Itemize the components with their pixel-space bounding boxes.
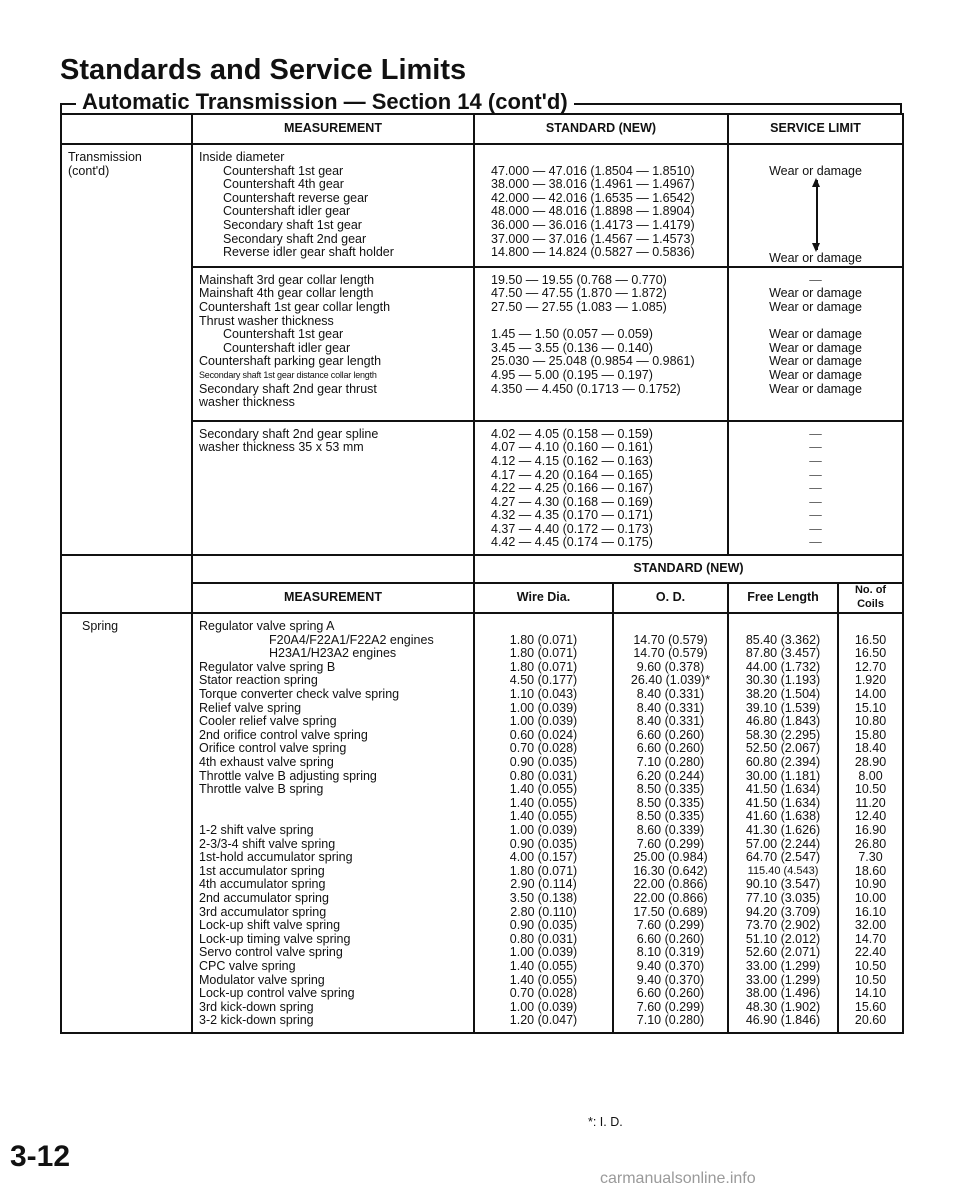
limit-value: Wear or damage bbox=[769, 367, 862, 382]
header-standard: STANDARD (NEW) bbox=[474, 555, 903, 583]
limit-value: — bbox=[809, 535, 822, 550]
od-value: 14.70 (0.579) bbox=[633, 646, 708, 661]
standard-value: 27.50 — 27.55 (1.083 — 1.085) bbox=[491, 299, 667, 314]
limit-value: — bbox=[809, 467, 822, 482]
coils-value: 26.80 bbox=[854, 836, 887, 851]
standard-value: 42.000 — 42.016 (1.6535 — 1.6542) bbox=[491, 190, 695, 205]
coils-value: 20.60 bbox=[854, 1013, 887, 1028]
header-measurement: MEASUREMENT bbox=[192, 583, 474, 613]
group1-limit bbox=[728, 144, 903, 267]
free-length-value: 44.00 (1.732) bbox=[745, 659, 821, 674]
measurement-line: Countershaft 1st gear collar length bbox=[199, 299, 391, 314]
od-value: 22.00 (0.866) bbox=[633, 877, 708, 892]
od-value: 6.20 (0.244) bbox=[636, 768, 705, 783]
spring-name: Orifice control valve spring bbox=[199, 741, 347, 756]
spring-name: 4th exhaust valve spring bbox=[199, 755, 334, 769]
wire-dia-value: 2.80 (0.110) bbox=[510, 904, 577, 919]
header-blank bbox=[61, 114, 192, 144]
wire-dia-value: 1.40 (0.055) bbox=[509, 958, 578, 973]
standard-value: 4.17 — 4.20 (0.164 — 0.165) bbox=[491, 467, 653, 482]
wire-dia-value: 4.00 (0.157) bbox=[509, 850, 578, 865]
spacer bbox=[481, 620, 606, 634]
spring-name: 2-3/3-4 shift valve spring bbox=[199, 836, 336, 851]
wire-dia-value: 1.40 (0.055) bbox=[509, 782, 578, 797]
spring-name: 1-2 shift valve spring bbox=[199, 822, 314, 837]
table2-header-row bbox=[61, 555, 903, 583]
free-length-value: 41.50 (1.634) bbox=[745, 795, 821, 810]
table1-header-row bbox=[61, 114, 903, 144]
standard-value: 36.000 — 36.016 (1.4173 — 1.4179) bbox=[491, 217, 695, 232]
list-item: Countershaft idler gear bbox=[223, 204, 351, 219]
limit-value: — bbox=[809, 426, 822, 441]
table-row bbox=[61, 144, 903, 267]
standard-value: 4.350 — 4.450 (0.1713 — 0.1752) bbox=[491, 381, 681, 396]
measurement-line: Mainshaft 3rd gear collar length bbox=[199, 272, 375, 287]
spring-name: Throttle valve B adjusting spring bbox=[199, 768, 377, 783]
standard-value: 48.000 — 48.016 (1.8898 — 1.8904) bbox=[491, 204, 695, 219]
free-length-value: 52.60 (2.071) bbox=[745, 945, 821, 960]
group1-heading: Inside diameter bbox=[199, 150, 285, 164]
free-length-value: 64.70 (2.547) bbox=[745, 850, 821, 865]
free-length-value: 39.10 (1.539) bbox=[745, 700, 821, 715]
coils-value: 18.60 bbox=[854, 863, 887, 878]
table-row bbox=[61, 613, 903, 1033]
spring-name: Relief valve spring bbox=[199, 700, 302, 715]
coils-value: 1.920 bbox=[854, 673, 887, 688]
limit-value: — bbox=[809, 481, 822, 496]
spring-name: Cooler relief valve spring bbox=[199, 714, 337, 729]
list-item: Countershaft 4th gear bbox=[223, 177, 344, 192]
spring-name: Throttle valve B spring bbox=[199, 782, 324, 797]
spacer bbox=[845, 620, 896, 634]
list-item: Countershaft 1st gear bbox=[223, 163, 344, 178]
list-item: Secondary shaft 2nd gear bbox=[223, 231, 367, 246]
coils-value: 14.00 bbox=[854, 687, 887, 702]
standard-value: 4.12 — 4.15 (0.162 — 0.163) bbox=[491, 453, 653, 468]
free-length-value: 48.30 (1.902) bbox=[745, 999, 821, 1014]
od-value: 6.60 (0.260) bbox=[636, 741, 705, 756]
group3-limit bbox=[728, 421, 903, 555]
coils-value: 14.10 bbox=[854, 986, 887, 1001]
spring-name: 3-2 kick-down spring bbox=[199, 1013, 314, 1028]
limit-value: — bbox=[809, 494, 822, 509]
coils-value: 11.20 bbox=[855, 795, 886, 810]
standard-value: 47.50 — 47.55 (1.870 — 1.872) bbox=[491, 286, 667, 301]
spacer bbox=[735, 315, 896, 329]
wire-dia-value: 1.40 (0.055) bbox=[509, 972, 578, 987]
measurement-line: Mainshaft 4th gear collar length bbox=[199, 286, 374, 301]
coils-column bbox=[838, 613, 903, 1033]
spring-name: Lock-up shift valve spring bbox=[199, 918, 341, 933]
standard-value: 4.22 — 4.25 (0.166 — 0.167) bbox=[491, 481, 653, 496]
arrow-down-icon bbox=[812, 243, 820, 252]
spring-name: Torque converter check valve spring bbox=[199, 687, 400, 702]
standard-value: 38.000 — 38.016 (1.4961 — 1.4967) bbox=[491, 177, 695, 192]
coils-value: 28.90 bbox=[854, 755, 887, 769]
wire-dia-value: 1.80 (0.071) bbox=[509, 646, 578, 661]
standard-value: 4.07 — 4.10 (0.160 — 0.161) bbox=[491, 440, 653, 455]
od-value: 8.40 (0.331) bbox=[636, 687, 705, 702]
coils-value: 16.90 bbox=[854, 822, 887, 837]
wire-dia-value: 1.80 (0.071) bbox=[509, 863, 578, 878]
od-value: 8.50 (0.335) bbox=[636, 795, 705, 810]
category-transmission bbox=[61, 144, 192, 555]
standard-value: 19.50 — 19.55 (0.768 — 0.770) bbox=[491, 272, 667, 287]
od-value: 26.40 (1.039)* bbox=[630, 673, 711, 688]
wire-dia-value: 0.80 (0.031) bbox=[509, 931, 578, 946]
od-value: 22.00 (0.866) bbox=[633, 890, 708, 905]
limit-value: Wear or damage bbox=[769, 327, 862, 342]
limit-value: Wear or damage bbox=[769, 381, 862, 396]
header-od: O. D. bbox=[613, 583, 728, 613]
coils-value: 10.50 bbox=[854, 782, 887, 797]
wire-dia-value: 1.10 (0.043) bbox=[509, 687, 578, 702]
measurement-line: Thrust washer thickness bbox=[199, 313, 334, 328]
group3-standard bbox=[474, 421, 728, 555]
wire-dia-value: 0.60 (0.024) bbox=[509, 727, 578, 742]
spring-name bbox=[199, 810, 467, 824]
spring-name: 1st accumulator spring bbox=[199, 863, 325, 878]
coils-value: 10.00 bbox=[854, 890, 887, 905]
od-value: 8.10 (0.319) bbox=[636, 945, 705, 960]
coils-value: 15.10 bbox=[854, 700, 887, 715]
page-title: Standards and Service Limits bbox=[60, 54, 467, 86]
measurement-line: washer thickness bbox=[199, 395, 295, 410]
free-length-value: 41.60 (1.638) bbox=[745, 809, 821, 824]
spacer bbox=[735, 151, 896, 165]
coils-value: 10.50 bbox=[854, 972, 887, 987]
coils-value: 15.60 bbox=[854, 999, 887, 1014]
coils-value: 16.50 bbox=[854, 632, 887, 647]
coils-value: 16.50 bbox=[854, 646, 887, 661]
free-length-value: 46.90 (1.846) bbox=[745, 1013, 821, 1028]
od-value: 7.10 (0.280) bbox=[636, 755, 705, 769]
coils-value: 10.90 bbox=[854, 877, 887, 892]
od-value: 8.50 (0.335) bbox=[636, 809, 705, 824]
group2-limit bbox=[728, 267, 903, 421]
spring-name: H23A1/H23A2 engines bbox=[269, 646, 397, 661]
wire-dia-value: 1.80 (0.071) bbox=[509, 659, 578, 674]
list-item: Reverse idler gear shaft holder bbox=[223, 245, 394, 260]
standard-value: 25.030 — 25.048 (0.9854 — 0.9861) bbox=[491, 354, 695, 369]
coils-value: 10.50 bbox=[854, 958, 887, 973]
od-value: 16.30 (0.642) bbox=[633, 863, 708, 878]
wire-dia-value: 1.00 (0.039) bbox=[509, 945, 578, 960]
wire-dia-value: 0.80 (0.031) bbox=[509, 768, 578, 783]
standard-value: 3.45 — 3.55 (0.136 — 0.140) bbox=[491, 340, 653, 355]
od-value: 8.40 (0.331) bbox=[636, 700, 705, 715]
standard-value: 47.000 — 47.016 (1.8504 — 1.8510) bbox=[491, 163, 695, 178]
spring-name: 3rd accumulator spring bbox=[199, 904, 327, 919]
spring-name: Lock-up timing valve spring bbox=[199, 931, 351, 946]
spacer bbox=[620, 620, 721, 634]
free-length-value: 41.50 (1.634) bbox=[745, 782, 821, 797]
limit-bottom: Wear or damage bbox=[769, 251, 862, 266]
section-frame-left bbox=[60, 103, 62, 113]
coils-value: 7.30 bbox=[858, 850, 883, 865]
watermark-text: carmanualsonline.info bbox=[600, 1170, 756, 1187]
section-frame-right bbox=[900, 103, 902, 113]
header-standard: STANDARD (NEW) bbox=[474, 114, 728, 144]
spring-name: 4th accumulator spring bbox=[199, 877, 326, 892]
group2-standard bbox=[474, 267, 728, 421]
measurement-line: Secondary shaft 2nd gear thrust bbox=[199, 381, 377, 396]
standard-value: 4.02 — 4.05 (0.158 — 0.159) bbox=[491, 426, 653, 441]
wire-dia-value: 1.80 (0.071) bbox=[509, 632, 578, 647]
coils-value: 12.40 bbox=[854, 809, 887, 824]
limit-value: Wear or damage bbox=[769, 354, 862, 369]
spring-name: Regulator valve spring A bbox=[199, 619, 335, 634]
spring-name: 3rd kick-down spring bbox=[199, 999, 314, 1014]
free-length-value: 52.50 (2.067) bbox=[745, 741, 821, 756]
group2-measurement bbox=[192, 267, 474, 421]
standard-value: 4.37 — 4.40 (0.172 — 0.173) bbox=[491, 521, 653, 536]
coils-value: 15.80 bbox=[854, 727, 887, 742]
free-length-value: 38.20 (1.504) bbox=[745, 687, 821, 702]
od-value: 9.40 (0.370) bbox=[636, 972, 705, 987]
spec-table bbox=[60, 113, 904, 1034]
standard-value: 4.32 — 4.35 (0.170 — 0.171) bbox=[491, 508, 653, 523]
free-length-value: 33.00 (1.299) bbox=[745, 972, 821, 987]
limit-value: Wear or damage bbox=[769, 340, 862, 355]
od-value: 7.60 (0.299) bbox=[636, 836, 705, 851]
spring-name: Stator reaction spring bbox=[199, 673, 318, 688]
section-title: Automatic Transmission — Section 14 (cont'd) bbox=[76, 89, 574, 115]
group3-measurement bbox=[192, 421, 474, 555]
measurement-line: Secondary shaft 1st gear distance collar length bbox=[199, 369, 377, 380]
od-value: 9.60 (0.378) bbox=[636, 659, 705, 674]
free-length-value: 73.70 (2.902) bbox=[745, 918, 821, 933]
wire-dia-value: 0.90 (0.035) bbox=[509, 755, 578, 769]
header-free-length: Free Length bbox=[728, 583, 838, 613]
wire-dia-value: 0.70 (0.028) bbox=[509, 986, 578, 1001]
od-value: 8.60 (0.339) bbox=[636, 822, 705, 837]
od-value: 17.50 (0.689) bbox=[633, 904, 708, 919]
spring-name: Lock-up control valve spring bbox=[199, 986, 355, 1001]
standard-value: 1.45 — 1.50 (0.057 — 0.059) bbox=[491, 327, 653, 342]
spring-name: 1st-hold accumulator spring bbox=[199, 850, 353, 865]
coils-value: 18.40 bbox=[854, 741, 887, 756]
od-value: 7.60 (0.299) bbox=[636, 999, 705, 1014]
limit-value: — bbox=[809, 453, 822, 468]
od-value: 6.60 (0.260) bbox=[636, 986, 705, 1001]
spring-name: Servo control valve spring bbox=[199, 945, 343, 960]
limit-value: — bbox=[809, 508, 822, 523]
od-value: 25.00 (0.984) bbox=[633, 850, 708, 865]
category-label: Transmission (cont'd) bbox=[68, 150, 142, 178]
limit-value: — bbox=[809, 440, 822, 455]
wire-dia-value: 0.90 (0.035) bbox=[509, 918, 578, 933]
spring-name: 2nd orifice control valve spring bbox=[199, 727, 368, 742]
spacer bbox=[491, 151, 721, 165]
od-value: 9.40 (0.370) bbox=[636, 958, 705, 973]
od-value: 6.60 (0.260) bbox=[636, 931, 705, 946]
standard-value: 37.000 — 37.016 (1.4567 — 1.4573) bbox=[491, 231, 695, 246]
limit-top: Wear or damage bbox=[769, 163, 862, 178]
wire-dia-value: 1.00 (0.039) bbox=[509, 700, 578, 715]
wire-dia-value: 1.00 (0.039) bbox=[509, 822, 578, 837]
od-value: 14.70 (0.579) bbox=[633, 632, 708, 647]
spring-name: Regulator valve spring B bbox=[199, 659, 336, 674]
od-value: 8.40 (0.331) bbox=[636, 714, 705, 729]
measurement-line: Countershaft idler gear bbox=[223, 340, 351, 355]
wire-dia-value: 4.50 (0.177) bbox=[509, 673, 578, 688]
free-length-value: 85.40 (3.362) bbox=[745, 632, 821, 647]
spring-name: CPC valve spring bbox=[199, 958, 296, 973]
coils-value: 14.70 bbox=[854, 931, 887, 946]
measurement-line: Countershaft 1st gear bbox=[223, 327, 344, 342]
spacer bbox=[491, 315, 721, 329]
spring-name bbox=[199, 797, 467, 811]
coils-value: 12.70 bbox=[854, 659, 887, 674]
group1-standard bbox=[474, 144, 728, 267]
od-value: 7.60 (0.299) bbox=[636, 918, 705, 933]
coils-value: 10.80 bbox=[854, 714, 887, 729]
od-column bbox=[613, 613, 728, 1033]
standard-value: 14.800 — 14.824 (0.5827 — 0.5836) bbox=[491, 245, 695, 260]
spring-name: F20A4/F22A1/F22A2 engines bbox=[269, 632, 434, 647]
standard-value: 4.42 — 4.45 (0.174 — 0.175) bbox=[491, 535, 653, 550]
coils-value: 16.10 bbox=[854, 904, 887, 919]
free-length-value: 33.00 (1.299) bbox=[745, 958, 821, 973]
limit-value: — bbox=[809, 521, 822, 536]
wire-dia-value: 0.70 (0.028) bbox=[509, 741, 578, 756]
free-length-value: 77.10 (3.035) bbox=[745, 890, 821, 905]
spring-measurements bbox=[192, 613, 474, 1033]
header-coils: No. of Coils bbox=[838, 583, 903, 613]
footnote: *: I. D. bbox=[588, 1115, 623, 1129]
standard-value: 4.95 — 5.00 (0.195 — 0.197) bbox=[491, 367, 653, 382]
free-length-value: 41.30 (1.626) bbox=[745, 822, 821, 837]
free-length-column bbox=[728, 613, 838, 1033]
measurement-line: Secondary shaft 2nd gear spline bbox=[199, 426, 379, 441]
measurement-line: Countershaft parking gear length bbox=[199, 354, 382, 369]
category-spring bbox=[61, 613, 192, 1033]
list-item: Secondary shaft 1st gear bbox=[223, 217, 362, 232]
header-blank bbox=[192, 555, 474, 583]
coils-value: 32.00 bbox=[854, 918, 887, 933]
free-length-value: 94.20 (3.709) bbox=[745, 904, 821, 919]
category-label: Spring bbox=[82, 619, 119, 634]
free-length-value: 30.00 (1.181) bbox=[745, 768, 821, 783]
double-arrow-icon bbox=[735, 178, 896, 252]
spring-name: Modulator valve spring bbox=[199, 972, 325, 987]
arrow-line bbox=[816, 180, 818, 250]
free-length-value: 115.40 (4.543) bbox=[747, 864, 819, 877]
od-value: 8.50 (0.335) bbox=[636, 782, 705, 797]
coils-value: 22.40 bbox=[854, 945, 887, 960]
header-wire-dia: Wire Dia. bbox=[474, 583, 613, 613]
free-length-value: 90.10 (3.547) bbox=[745, 877, 821, 892]
wire-dia-value: 2.90 (0.114) bbox=[510, 877, 577, 892]
spacer bbox=[735, 620, 831, 634]
free-length-value: 58.30 (2.295) bbox=[745, 727, 821, 742]
header-measurement: MEASUREMENT bbox=[192, 114, 474, 144]
free-length-value: 57.00 (2.244) bbox=[745, 836, 821, 851]
header-service-limit: SERVICE LIMIT bbox=[728, 114, 903, 144]
free-length-value: 46.80 (1.843) bbox=[745, 714, 821, 729]
wire-dia-value: 1.00 (0.039) bbox=[509, 999, 578, 1014]
wire-dia-value: 1.40 (0.055) bbox=[509, 809, 578, 824]
wire-dia-value: 0.90 (0.035) bbox=[509, 836, 578, 851]
spring-name: 2nd accumulator spring bbox=[199, 890, 329, 905]
wire-dia-value: 1.20 (0.047) bbox=[509, 1013, 578, 1028]
wire-dia-value: 1.40 (0.055) bbox=[509, 795, 578, 810]
group1-measurement bbox=[192, 144, 474, 267]
od-value: 7.10 (0.280) bbox=[636, 1013, 705, 1028]
od-value: 6.60 (0.260) bbox=[636, 727, 705, 742]
list-item: Countershaft reverse gear bbox=[223, 190, 369, 205]
limit-value: Wear or damage bbox=[769, 299, 862, 314]
header-blank bbox=[61, 555, 192, 613]
coils-value: 8.00 bbox=[858, 768, 883, 783]
limit-value: — bbox=[809, 272, 822, 287]
free-length-value: 87.80 (3.457) bbox=[745, 646, 821, 661]
standard-value: 4.27 — 4.30 (0.168 — 0.169) bbox=[491, 494, 653, 509]
measurement-line: washer thickness 35 x 53 mm bbox=[199, 440, 364, 455]
limit-value: Wear or damage bbox=[769, 286, 862, 301]
wire-dia-value: 1.00 (0.039) bbox=[509, 714, 578, 729]
free-length-value: 30.30 (1.193) bbox=[745, 673, 821, 688]
free-length-value: 38.00 (1.496) bbox=[745, 986, 821, 1001]
free-length-value: 60.80 (2.394) bbox=[745, 755, 821, 769]
wire-dia-column bbox=[474, 613, 613, 1033]
wire-dia-value: 3.50 (0.138) bbox=[509, 890, 578, 905]
page-number: 3-12 bbox=[10, 1140, 71, 1173]
free-length-value: 51.10 (2.012) bbox=[745, 931, 821, 946]
